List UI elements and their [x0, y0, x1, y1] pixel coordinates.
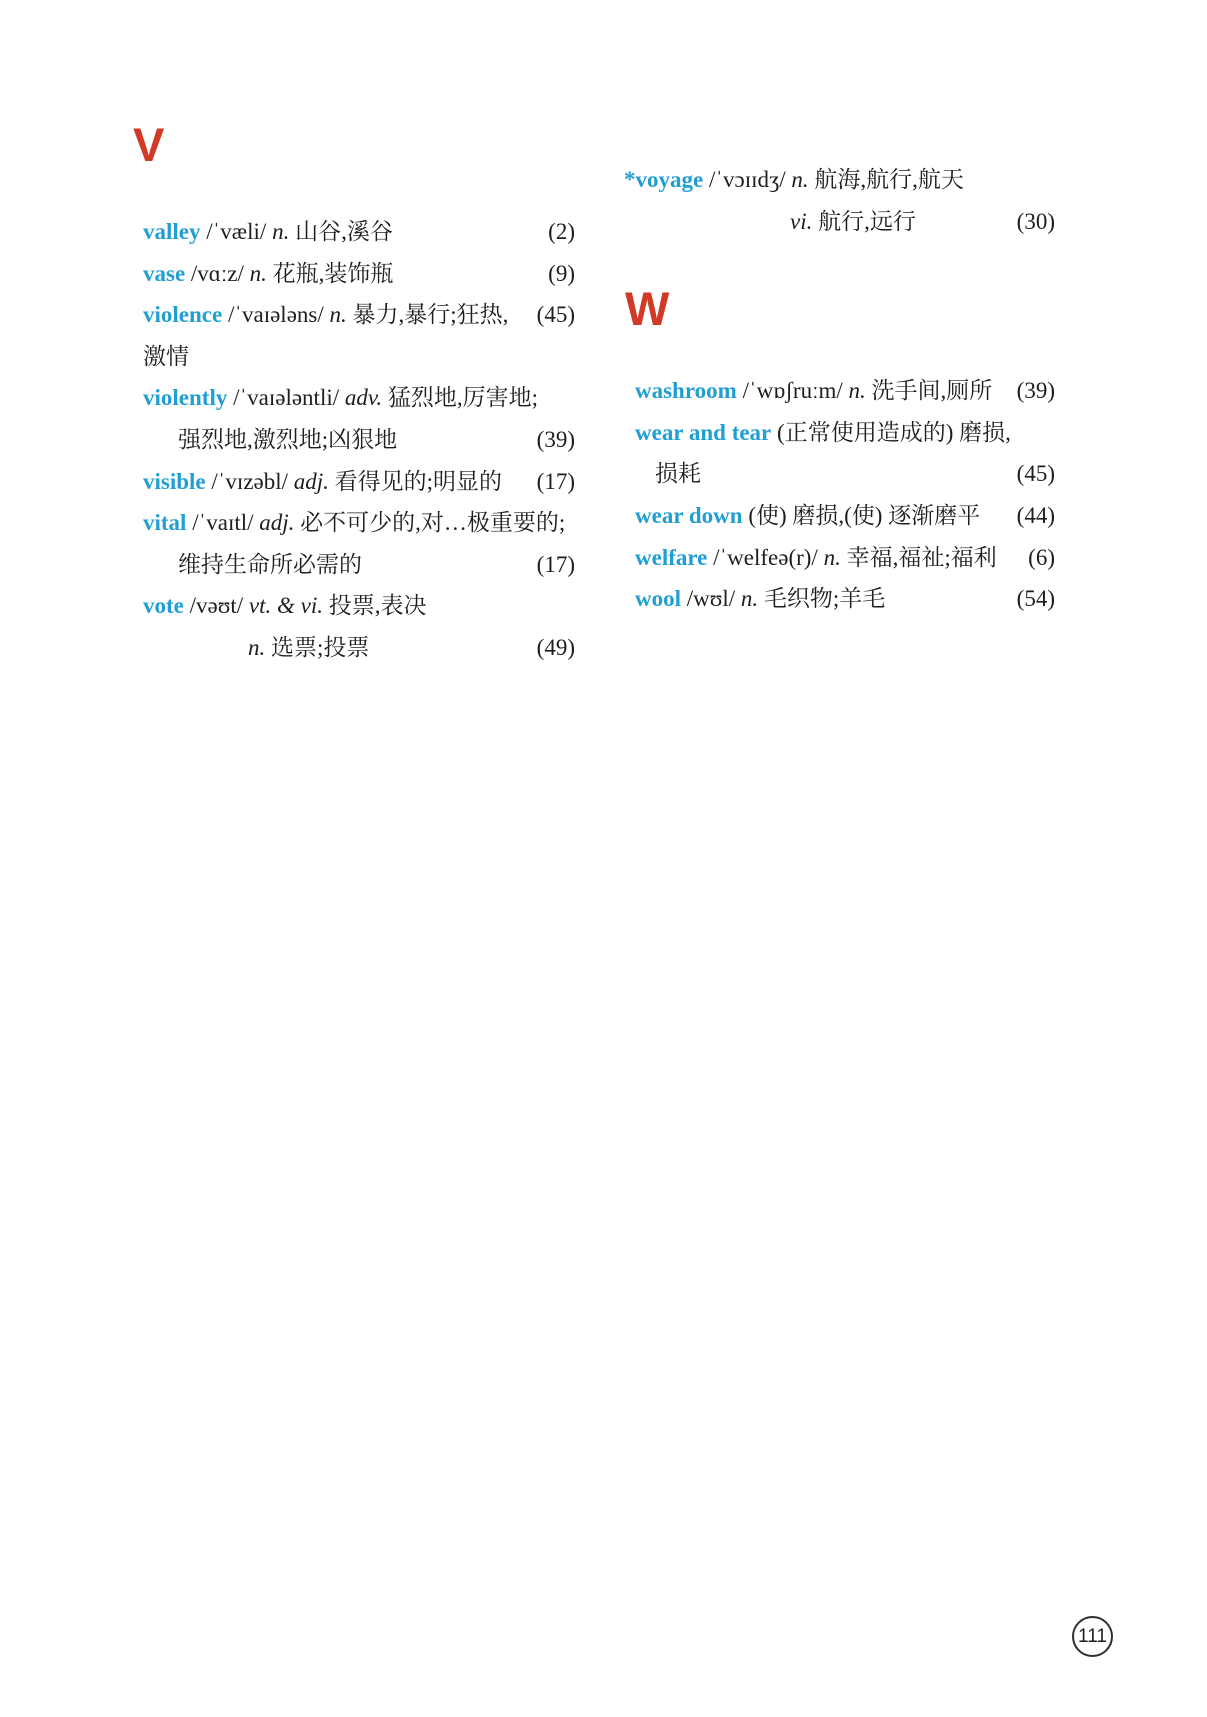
glossary-entry — [143, 461, 575, 503]
unit-page-ref: (44) — [1016, 502, 1055, 528]
section-letter-v: V — [133, 118, 165, 171]
part-of-speech: n. — [248, 634, 266, 660]
entry-line — [143, 544, 575, 586]
entry-line — [635, 453, 1055, 495]
phonetic-transcription: /ˈwelfeə(r)/ — [707, 544, 824, 570]
phonetic-transcription: /ˈvɔɪɪdʒ/ — [703, 167, 792, 192]
entry-line — [635, 201, 1055, 243]
entry-line — [624, 159, 1055, 201]
unit-page-ref: (17) — [536, 468, 575, 494]
chinese-gloss: 山谷,溪谷 — [289, 219, 393, 244]
headword: valley — [143, 219, 201, 244]
chinese-gloss: 航海,航行,航天 — [808, 167, 964, 192]
glossary-entry — [143, 253, 575, 295]
phonetic-transcription: /ˈvɪzəbl/ — [205, 468, 294, 494]
entry-line — [143, 461, 575, 503]
entry-text — [143, 294, 527, 377]
entry-text — [635, 370, 992, 412]
section-w-entries — [635, 370, 1055, 620]
unit-page-ref: (54) — [1016, 586, 1055, 612]
chinese-gloss: (使) 磨损,(使) 逐渐磨平 — [742, 502, 981, 528]
part-of-speech: adj. — [259, 510, 295, 536]
entry-text — [143, 461, 502, 503]
chinese-gloss: 损耗 — [655, 461, 701, 487]
part-of-speech: adv. — [344, 385, 383, 411]
entry-line — [143, 294, 575, 377]
unit-page-ref: (17) — [536, 551, 575, 577]
entry-text — [143, 253, 393, 295]
entry-line — [635, 578, 1055, 620]
phonetic-transcription: /vɑːz/ — [185, 260, 250, 286]
entry-line — [143, 253, 575, 295]
chinese-gloss: 猛烈地,厉害地; — [382, 385, 539, 411]
headword: violence — [143, 302, 223, 328]
part-of-speech: n. — [329, 302, 347, 328]
entry-text — [635, 412, 1011, 454]
entry-line — [143, 502, 575, 544]
section-v-entries — [143, 211, 575, 669]
entry-text — [655, 453, 701, 495]
part-of-speech: n. — [249, 260, 267, 286]
unit-page-ref: (39) — [536, 426, 575, 452]
headword: wool — [635, 586, 681, 612]
part-of-speech: n. — [791, 167, 809, 192]
page-number: 111 — [1078, 1625, 1107, 1647]
entry-line — [635, 537, 1055, 579]
headword: wear and tear — [635, 419, 772, 445]
phonetic-transcription: /ˈvaɪələntli/ — [227, 385, 345, 411]
glossary-entry — [143, 294, 575, 377]
section-letter-w: W — [625, 282, 670, 336]
entry-line — [143, 377, 575, 419]
glossary-column-left — [133, 116, 575, 669]
entry-line — [635, 412, 1055, 454]
chinese-gloss: 幸福,福祉;福利 — [840, 544, 997, 570]
phonetic-transcription: /ˈvæli/ — [200, 219, 273, 244]
chinese-gloss: 投票,表决 — [322, 593, 427, 619]
unit-page-ref: (6) — [1028, 544, 1055, 570]
chinese-gloss: 维持生命所必需的 — [178, 551, 362, 577]
glossary-entry — [143, 377, 575, 460]
chinese-gloss: 花瓶,装饰瓶 — [266, 260, 394, 286]
glossary-entry — [143, 211, 575, 253]
unit-page-ref: (2) — [548, 219, 575, 244]
part-of-speech: vi. — [790, 208, 813, 234]
chinese-gloss: 强烈地,激烈地;凶狠地 — [178, 426, 398, 452]
entry-line — [143, 211, 575, 253]
phonetic-transcription: /ˈvaɪələns/ — [222, 302, 330, 328]
entry-text — [624, 159, 964, 201]
unit-page-ref: (39) — [1016, 378, 1055, 404]
chinese-gloss: 毛织物;羊毛 — [758, 586, 886, 612]
headword: voyage — [635, 167, 704, 192]
part-of-speech: n. — [272, 219, 290, 244]
phonetic-transcription: /ˈvaɪtl/ — [186, 510, 260, 536]
headword: violently — [143, 385, 228, 411]
chinese-gloss: 选票;投票 — [265, 634, 370, 660]
part-of-speech: vt. & vi. — [248, 593, 323, 619]
chinese-gloss: 航行,远行 — [812, 208, 916, 234]
entry-line — [143, 627, 575, 669]
entry-text — [178, 544, 362, 586]
headword: wear down — [635, 502, 743, 528]
chinese-gloss: (正常使用造成的) 磨损, — [771, 419, 1011, 445]
phonetic-transcription: /ˈwɒʃruːm/ — [736, 378, 849, 404]
part-of-speech: adj. — [293, 468, 329, 494]
entry-text — [248, 627, 369, 669]
entry-line — [143, 585, 575, 627]
glossary-entry — [624, 159, 1055, 242]
unit-page-ref: (45) — [1016, 461, 1055, 487]
glossary-entry — [635, 537, 1055, 579]
headword: washroom — [635, 378, 737, 404]
glossary-entry — [143, 502, 575, 585]
entry-text — [635, 495, 980, 537]
chinese-gloss: 暴力,暴行;狂热,激情 — [143, 302, 509, 369]
phonetic-transcription: /wʊl/ — [681, 586, 741, 612]
chinese-gloss: 看得见的;明显的 — [328, 468, 503, 494]
part-of-speech: n. — [848, 378, 866, 404]
entry-text — [143, 377, 538, 419]
glossary-entry — [635, 578, 1055, 620]
unit-page-ref: (45) — [536, 302, 575, 328]
part-of-speech: n. — [740, 586, 759, 612]
glossary-column-right — [624, 126, 1055, 620]
entry-line — [143, 419, 575, 461]
optional-word-asterisk: * — [624, 167, 636, 192]
entry-line — [635, 370, 1055, 412]
part-of-speech: n. — [823, 544, 841, 570]
entry-line — [635, 495, 1055, 537]
section-v-continued-entries — [624, 159, 1055, 242]
glossary-entry — [143, 585, 575, 668]
unit-page-ref: (9) — [548, 260, 575, 286]
glossary-entry — [635, 412, 1055, 495]
page-number-badge — [1072, 1616, 1113, 1657]
glossary-entry — [635, 495, 1055, 537]
unit-page-ref: (30) — [1016, 208, 1055, 234]
entry-text — [635, 578, 885, 620]
headword: visible — [143, 468, 206, 494]
headword: vote — [143, 593, 184, 619]
entry-text — [790, 201, 916, 243]
chinese-gloss: 洗手间,厕所 — [865, 378, 993, 404]
headword: vase — [143, 260, 186, 286]
unit-page-ref: (49) — [536, 634, 575, 660]
headword: welfare — [635, 544, 708, 570]
entry-text — [143, 211, 393, 253]
glossary-entry — [635, 370, 1055, 412]
entry-text — [143, 585, 426, 627]
chinese-gloss: 必不可少的,对…极重要的; — [294, 510, 566, 536]
entry-text — [143, 502, 565, 544]
headword: vital — [143, 510, 187, 536]
entry-text — [178, 419, 397, 461]
entry-text — [635, 537, 997, 579]
phonetic-transcription: /vəʊt/ — [183, 593, 249, 619]
